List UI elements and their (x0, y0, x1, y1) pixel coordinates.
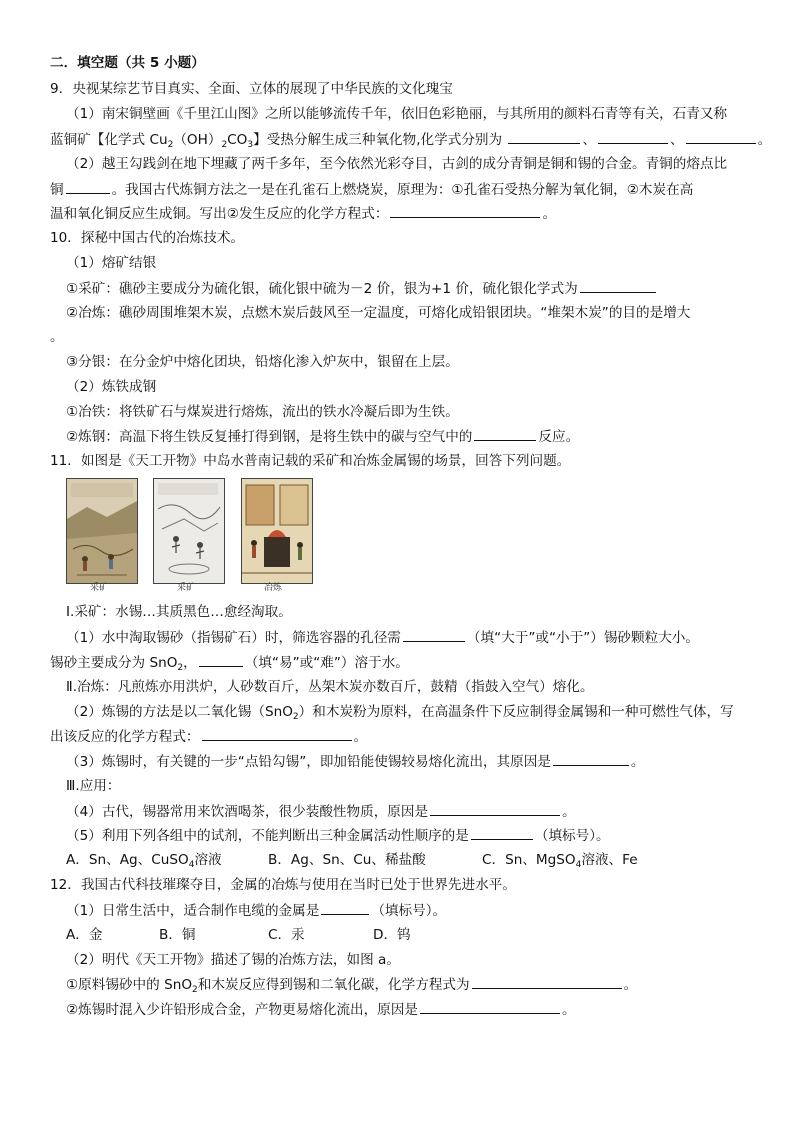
q10-sub1: （1）熔矿结银 (66, 255, 157, 271)
answer-blank[interactable] (390, 204, 540, 218)
answer-blank[interactable] (66, 180, 110, 194)
answer-blank[interactable] (321, 901, 369, 915)
q12-option-d: D．钨 (373, 927, 411, 943)
answer-blank[interactable] (508, 130, 580, 144)
q9-p1-line2: 蓝铜矿【化学式 $Cu_2(OH)_2CO_3$】受热分解生成三种氧化物,化学式分别为 、 、 。 (50, 132, 772, 150)
q9-p2-line1: （2）越王勾践剑在地下埋藏了两千多年，至今依然光彩夺目，古剑的成分青铜是铜和锡的合金。青铜的熔点比 (66, 156, 728, 172)
q11-q3: （3）炼锡时，有关键的一步“点铅勾锡”，即加铅能使锡较易熔化流出，其原因是 。 (66, 754, 645, 770)
q12-q2: （2）明代《天工开物》描述了锡的冶炼方法，如图 a。 (66, 952, 400, 968)
q10-a1: ①采矿：礁砂主要成分为硫化银，硫化银中硫为－2 价，银为+1 价，硫化银化学式为 (66, 279, 658, 297)
answer-blank[interactable] (202, 727, 352, 741)
answer-blank[interactable] (580, 279, 656, 293)
q12-option-a: A．金 (66, 927, 103, 943)
q12-option-b: B．铜 (159, 927, 196, 943)
q11-option-b: B．Ag、Sn、Cu、稀盐酸 (268, 852, 426, 868)
answer-blank[interactable] (199, 653, 243, 667)
q11-q4: （4）古代，锡器常用来饮酒喝茶，很少装酸性物质，原因是 。 (66, 804, 576, 820)
answer-blank[interactable] (686, 130, 756, 144)
q11-option-c: C．Sn、MgSO$_4$溶液、Fe (482, 852, 638, 870)
q11-section3: Ⅲ.应用： (66, 778, 121, 794)
q10-sub2: （2）炼铁成钢 (66, 379, 157, 395)
q11-q1b: 锡砂主要成分为 SnO$_2$， （填“易”或“难”）溶于水。 (50, 655, 409, 673)
q11-q2a: （2）炼锡的方法是以二氧化锡（SnO$_2$）和木炭粉为原料，在高温条件下反应制得金属锡和一种可燃性气体，写 (66, 704, 734, 722)
q10-stem: 10．探秘中国古代的冶炼技术。 (50, 230, 245, 246)
q11-section1: Ⅰ.采矿：水锡…其质黑色…愈经淘取。 (66, 604, 292, 620)
q10-b1: ①冶铁：将铁矿石与煤炭进行熔炼，流出的铁水冷凝后即为生铁。 (66, 404, 459, 420)
q9-stem: 9．央视某综艺节目真实、全面、立体的展现了中华民族的文化瑰宝 (50, 81, 453, 97)
q12-c1: ①原料锡砂中的 SnO$_2$和木炭反应得到锡和二氧化碳，化学方程式为 。 (66, 977, 638, 995)
mining-scene-icon (67, 479, 137, 583)
answer-blank[interactable] (474, 427, 536, 441)
answer-blank[interactable] (553, 752, 629, 766)
answer-blank[interactable] (472, 975, 622, 989)
figure-smelting (241, 478, 313, 584)
section-heading: 二．填空题（共 5 小题） (50, 55, 205, 71)
figure-mining-1 (66, 478, 138, 584)
q12-c2: ②炼锡时混入少许铅形成合金，产物更易熔化流出，原因是 。 (66, 1002, 576, 1018)
q9-p2-line2: 铜 。我国古代炼铜方法之一是在孔雀石上燃烧炭，原理为：①孔雀石受热分解为氧化铜，②木炭在高 (50, 182, 694, 198)
mining-scene-icon (154, 479, 224, 583)
answer-blank[interactable] (430, 802, 560, 816)
q10-a3: ③分银：在分金炉中熔化团块，铅熔化渗入炉灰中，银留在上层。 (66, 354, 459, 370)
figure-caption: 采矿 (90, 583, 109, 593)
answer-blank[interactable] (420, 1000, 560, 1014)
q12-stem: 12．我国古代科技璀璨夺目，金属的冶炼与使用在当时已处于世界先进水平。 (50, 877, 516, 893)
q11-q2b: 出该反应的化学方程式： 。 (50, 729, 368, 745)
answer-blank[interactable] (471, 826, 533, 840)
q11-section2: Ⅱ.冶炼：凡煎炼亦用洪炉，人砂数百斤，丛架木炭亦数百斤，鼓精（指鼓入空气）熔化。 (66, 679, 594, 695)
q11-stem: 11．如图是《天工开物》中岛水普南记载的采矿和冶炼金属锡的场景，回答下列问题。 (50, 453, 571, 469)
figure-caption: 冶炼 (264, 583, 283, 593)
q10-b2: ②炼钢：高温下将生铁反复捶打得到钢，是将生铁中的碳与空气中的 反应。 (66, 429, 580, 445)
figure-caption: 采矿 (177, 583, 196, 593)
answer-blank[interactable] (403, 628, 465, 642)
smelting-scene-icon (242, 479, 312, 583)
q11-option-a: A．Sn、Ag、CuSO$_4$溶液 (66, 852, 222, 870)
q10-a2-end: 。 (50, 329, 64, 345)
figure-mining-2 (153, 478, 225, 584)
q9-p1-line1: （1）南宋铜壁画《千里江山图》之所以能够流传千年，依旧色彩艳丽，与其所用的颜料石青等有关，石青又称 (66, 106, 728, 122)
answer-blank[interactable] (598, 130, 668, 144)
q10-a2: ②冶炼：礁砂周围堆架木炭，点燃木炭后鼓风至一定温度，可熔化成铅银团块。“堆架木炭”的目的是增大 (66, 305, 691, 321)
q9-p2-line3: 温和氧化铜反应生成铜。写出②发生反应的化学方程式： 。 (50, 206, 557, 222)
q12-option-c: C．汞 (268, 927, 305, 943)
q11-q5: （5）利用下列各组中的试剂，不能判断出三种金属活动性顺序的是 （填标号）。 (66, 828, 610, 844)
q11-q1: （1）水中淘取锡砂（指锡矿石）时，筛选容器的孔径需 （填“大于”或“小于”）锡砂颗粒大小。 (66, 630, 699, 646)
q12-q1: （1）日常生活中，适合制作电缆的金属是 （填标号）。 (66, 903, 447, 919)
